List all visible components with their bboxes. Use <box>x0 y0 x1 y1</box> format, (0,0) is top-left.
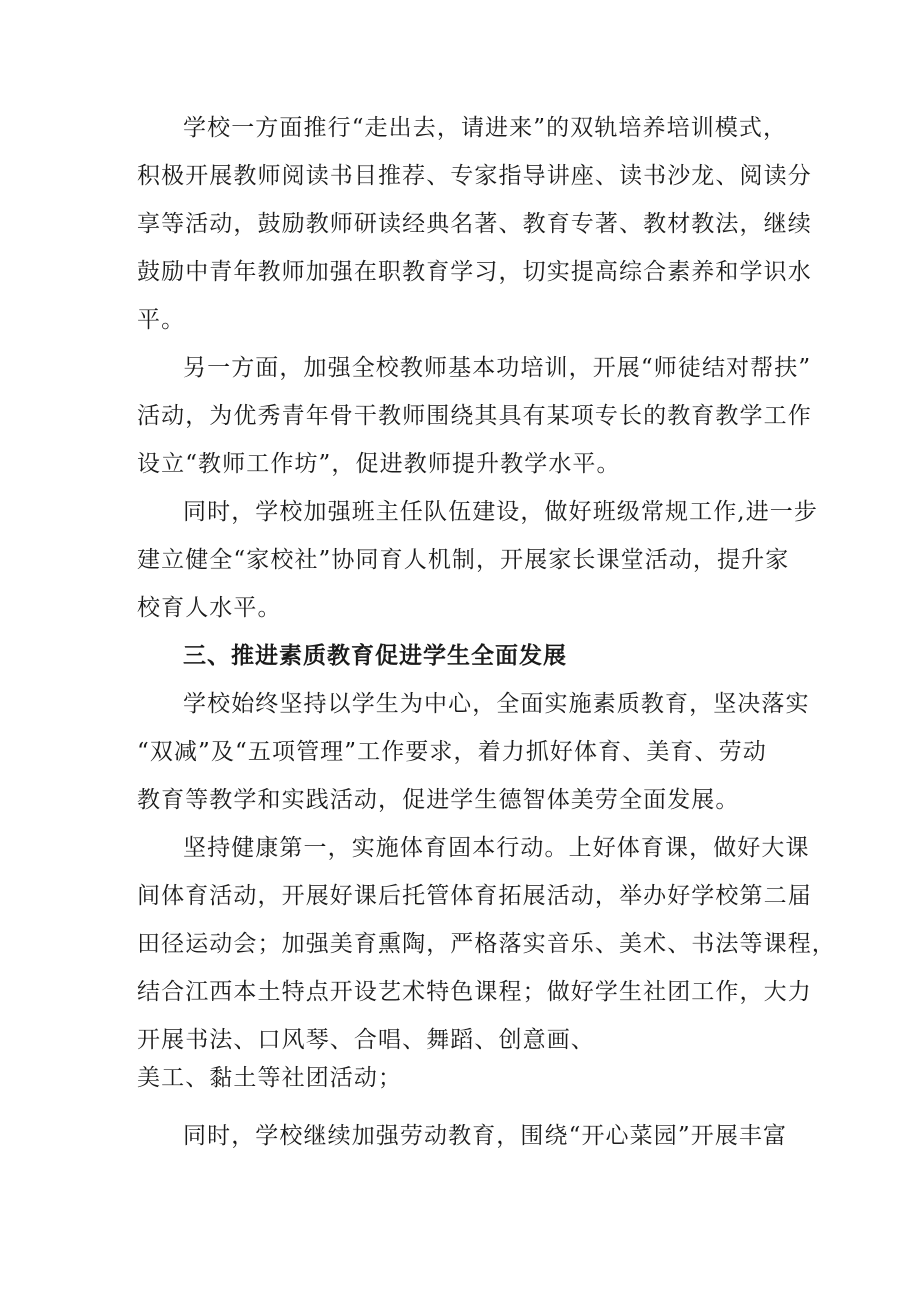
paragraph-3-line-3: 校育人水平。 <box>137 595 282 621</box>
paragraph-6-line-1: 同时，学校继续加强劳动教育，围绕“开心菜园”开展丰富 <box>183 1123 788 1149</box>
paragraph-5-line-6: 美工、黏土等社团活动； <box>137 1065 403 1091</box>
paragraph-2-line-3: 设立“教师工作坊”，促进教师提升教学水平。 <box>137 451 621 477</box>
document-body <box>137 104 836 1160</box>
paragraph-5-line-5: 开展书法、口风琴、合唱、舞蹈、创意画、 <box>137 1027 595 1053</box>
paragraph-1-line-5: 平。 <box>137 307 186 333</box>
paragraph-1-line-4: 鼓励中青年教师加强在职教育学习，切实提高综合素养和学识水 <box>137 259 812 285</box>
paragraph-4-line-1: 学校始终坚持以学生为中心，全面实施素质教育，坚决落实 <box>183 691 810 717</box>
paragraph-2-line-2: 活动，为优秀青年骨干教师围绕其具有某项专长的教育教学工作 <box>137 403 812 429</box>
paragraph-3-line-2: 建立健全“家校社”协同育人机制，开展家长课堂活动，提升家 <box>137 547 790 573</box>
section-heading: 三、推进素质教育促进学生全面发展 <box>183 643 567 669</box>
paragraph-1-line-3: 享等活动，鼓励教师研读经典名著、教育专著、教材教法，继续 <box>137 211 812 237</box>
paragraph-2-line-1: 另一方面，加强全校教师基本功培训，开展“师徒结对帮扶” <box>183 355 812 381</box>
paragraph-3-line-1: 同时，学校加强班主任队伍建设，做好班级常规工作,进一步 <box>183 499 819 525</box>
paragraph-5-line-1: 坚持健康第一，实施体育固本行动。上好体育课，做好大课 <box>183 835 810 861</box>
paragraph-1-line-2: 积极开展教师阅读书目推荐、专家指导讲座、读书沙龙、阅读分 <box>137 163 812 189</box>
paragraph-4-line-2: “双减”及“五项管理”工作要求，着力抓好体育、美育、劳动 <box>137 739 767 765</box>
paragraph-5-line-3: 田径运动会；加强美育熏陶，严格落实音乐、美术、书法等课程， <box>137 931 836 957</box>
paragraph-4-line-3: 教育等教学和实践活动，促进学生德智体美劳全面发展。 <box>137 787 740 813</box>
paragraph-1-line-1: 学校一方面推行“走出去，请进来”的双轨培养培训模式， <box>183 115 788 141</box>
paragraph-5-line-4: 结合江西本土特点开设艺术特色课程；做好学生社团工作，大力 <box>137 979 812 1005</box>
paragraph-5-line-2: 间体育活动，开展好课后托管体育拓展活动，举办好学校第二届 <box>137 883 812 909</box>
